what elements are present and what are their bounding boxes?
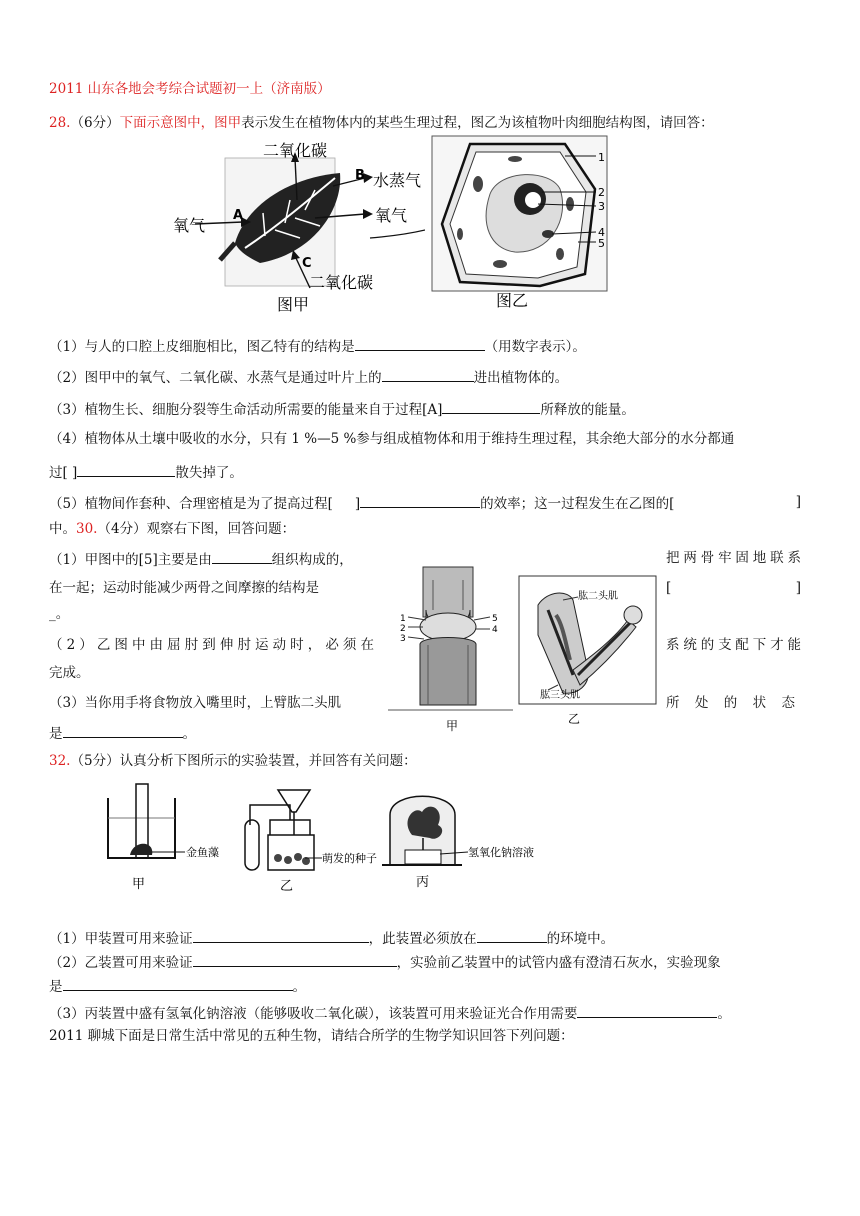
- joint-label-4: 4: [492, 625, 498, 635]
- label-germinating-seeds: 萌发的种子: [322, 852, 377, 865]
- q32-sub2-cont: 是 。: [49, 976, 306, 996]
- q28-sub4: （4）植物体从土壤中吸收的水分，只有 1 %—5 %参与组成植物体和用于维持生理过程，其余绝大部分的水分都通: [49, 431, 735, 447]
- q30-number: 30.: [76, 521, 98, 537]
- cell-label-1: 1: [598, 151, 605, 164]
- answer-blank[interactable]: [193, 952, 397, 967]
- answer-blank[interactable]: [77, 462, 175, 477]
- caption-apparatus-bing: 丙: [416, 875, 430, 890]
- q28-sub4-cont: 过[ ] 散失掉了。: [49, 462, 243, 482]
- figure-apparatus: [100, 780, 570, 900]
- label-goldfish-weed: 金鱼藻: [186, 846, 219, 859]
- answer-blank[interactable]: [193, 928, 369, 943]
- joint-label-3: 3: [400, 634, 406, 644]
- leaf-diagram: [165, 138, 425, 318]
- q28-sub1: （1）与人的口腔上皮细胞相比，图乙特有的结构是 （用数字表示）。: [49, 336, 586, 356]
- q28-sub2: （2）图甲中的氧气、二氧化碳、水蒸气是通过叶片上的 进出植物体的。: [49, 367, 568, 387]
- q28-intro: 28.（6分）下面示意图中，图甲表示发生在植物体内的某些生理过程，图乙为该植物叶肉细胞结构图，请回答：: [49, 115, 714, 131]
- caption-apparatus-jia: 甲: [132, 877, 146, 892]
- q30-line1: （1）甲图中的[5]主要是由 组织构成的，: [49, 549, 353, 569]
- q30-right-line1: 把两骨牢固地联系: [666, 550, 801, 566]
- joint-label-1: 1: [400, 614, 406, 624]
- q30-line4: （2）乙图中由屈肘到伸肘运动时，必须在: [49, 637, 374, 653]
- label-oxygen-right: 氧气: [375, 206, 408, 225]
- answer-blank[interactable]: [355, 336, 485, 351]
- next-question-intro: 2011 聊城下面是日常生活中常见的五种生物，请结合所学的生物学知识回答下列问题：: [49, 1028, 574, 1044]
- caption-figure-yi: 图乙: [496, 291, 529, 310]
- q30-right-line2: [ ]: [666, 580, 801, 596]
- q30-right-line4: 系统的支配下才能: [666, 637, 801, 653]
- joint-label-2: 2: [400, 624, 406, 634]
- label-a: A: [233, 208, 244, 223]
- figure-joint: [388, 565, 513, 735]
- q30-line5: 完成。: [49, 665, 90, 681]
- arm-diagram: [518, 575, 658, 725]
- q32-sub3: （3）丙装置中盛有氢氧化钠溶液（能够吸收二氧化碳），该装置可用来验证光合作用需要 。: [49, 1003, 731, 1023]
- q30-line6: （3）当你用手将食物放入嘴里时，上臂肱二头肌: [49, 695, 342, 711]
- figure-yi-cell: [430, 134, 630, 314]
- q30-intro-line: 中。30.（4分）观察右下图，回答问题：: [49, 521, 296, 537]
- answer-blank[interactable]: [477, 928, 547, 943]
- label-co2-bottom: 二氧化碳: [309, 273, 374, 292]
- answer-blank[interactable]: [577, 1003, 717, 1018]
- label-c: C: [302, 256, 312, 271]
- answer-blank[interactable]: [63, 976, 293, 991]
- caption-figure-jia: 图甲: [277, 295, 310, 314]
- cell-label-4: 4: [598, 226, 605, 239]
- caption-apparatus-yi: 乙: [280, 879, 294, 894]
- figure-jia-leaf: [165, 138, 425, 318]
- label-co2-top: 二氧化碳: [263, 141, 328, 160]
- cell-label-5: 5: [598, 237, 605, 250]
- q28-sub3: （3）植物生长、细胞分裂等生命活动所需要的能量来自于过程[A] 所释放的能量。: [49, 399, 635, 419]
- answer-blank[interactable]: [360, 493, 480, 508]
- label-biceps: 肱二头肌: [578, 591, 618, 602]
- q30-line2: 在一起；运动时能减少两骨之间摩擦的结构是: [49, 580, 319, 596]
- document-header: 2011 山东各地会考综合试题初一上（济南版）: [49, 81, 331, 97]
- label-triceps: 肱三头肌: [540, 690, 580, 701]
- q30-line7: 是 。: [49, 723, 196, 743]
- caption-arm: 乙: [568, 712, 581, 725]
- q28-number: 28.: [49, 115, 71, 131]
- answer-blank[interactable]: [442, 399, 540, 414]
- cell-label-3: 3: [598, 200, 605, 213]
- q32-sub1: （1）甲装置可用来验证 ，此装置必须放在 的环境中。: [49, 928, 614, 948]
- apparatus-diagram: [100, 780, 570, 900]
- label-b: B: [355, 168, 365, 183]
- label-water-vapor: 水蒸气: [373, 171, 422, 190]
- label-oxygen-left: 氧气: [173, 216, 206, 235]
- q32-number: 32.: [49, 753, 71, 769]
- answer-blank[interactable]: [212, 549, 272, 564]
- joint-diagram: [388, 565, 513, 735]
- q30-right-line6: 所处的状态: [666, 695, 801, 711]
- label-naoh-solution: 氢氧化钠溶液: [468, 846, 534, 859]
- figure-arm: [518, 575, 658, 725]
- q32-intro: 32.（5分）认真分析下图所示的实验装置，并回答有关问题：: [49, 753, 417, 769]
- q28-sub5: （5）植物间作套种、合理密植是为了提高过程[ ] 的效率；这一过程发生在乙图的[ ]: [49, 494, 801, 512]
- q30-line3: _。: [49, 606, 70, 622]
- answer-blank[interactable]: [382, 367, 474, 382]
- q32-sub2: （2）乙装置可用来验证 ，实验前乙装置中的试管内盛有澄清石灰水，实验现象: [49, 952, 721, 972]
- cell-label-2: 2: [598, 186, 605, 199]
- answer-blank[interactable]: [63, 723, 183, 738]
- cell-diagram: [430, 134, 630, 314]
- joint-label-5: 5: [492, 614, 498, 624]
- caption-joint: 甲: [446, 719, 459, 733]
